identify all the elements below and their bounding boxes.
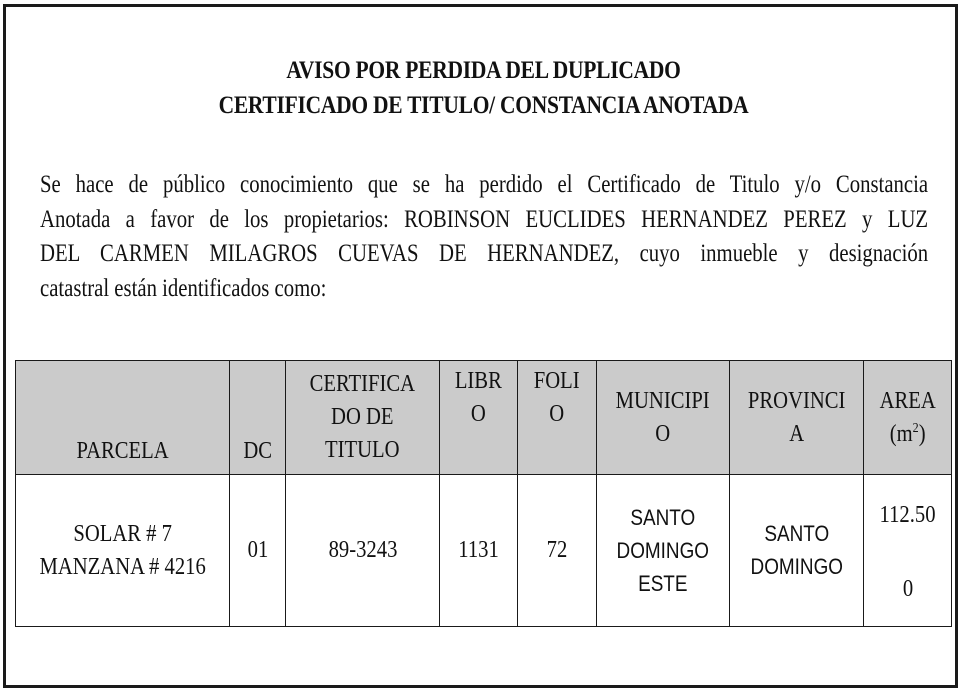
body-line: DEL CARMEN MILAGROS CUEVAS DE HERNANDEZ, cuyo inmueble y designación: [40, 240, 929, 267]
cell-libro: 1131: [440, 475, 518, 627]
cell-area: 112.50 0: [864, 475, 952, 627]
header-dc: DC: [230, 361, 286, 475]
cell-folio: 72: [518, 475, 597, 627]
body-line: Se hace de público conocimiento que se ha perdido el Certificado de Titulo y/o Constancia: [40, 171, 929, 198]
table-header-row: [16, 361, 952, 475]
notice-title-line2: CERTIFICADO DE TITULO/ CONSTANCIA ANOTADA: [218, 92, 749, 119]
table-row: [16, 475, 952, 627]
header-area: AREA $(m^2)$: [864, 361, 952, 475]
body-line: Anotada a favor de los propietarios: ROBINSON EUCLIDES HERNANDEZ PEREZ y LUZ: [40, 205, 929, 233]
header-provincia: PROVINCI A: [730, 361, 864, 475]
cell-provincia: SANTO DOMINGO: [730, 475, 864, 627]
cell-parcela: SOLAR # 7 MANZANA # 4216: [16, 475, 230, 627]
cell-municipio: SANTO DOMINGO ESTE: [597, 475, 730, 627]
cell-dc: 01: [230, 475, 286, 627]
cell-certificado: 89-3243: [286, 475, 440, 627]
header-certificado: CERTIFICA DO DE TITULO: [286, 361, 440, 475]
property-table: [15, 360, 952, 627]
header-libro: LIBR O: [440, 361, 518, 475]
notice-body: [40, 168, 928, 306]
notice-title-line1: AVISO POR PERDIDA DEL DUPLICADO: [286, 57, 681, 84]
header-folio: FOLI O: [518, 361, 597, 475]
body-line: catastral están identificados como:: [40, 274, 327, 302]
header-parcela: PARCELA: [16, 361, 230, 475]
header-municipio: MUNICIPI O: [597, 361, 730, 475]
